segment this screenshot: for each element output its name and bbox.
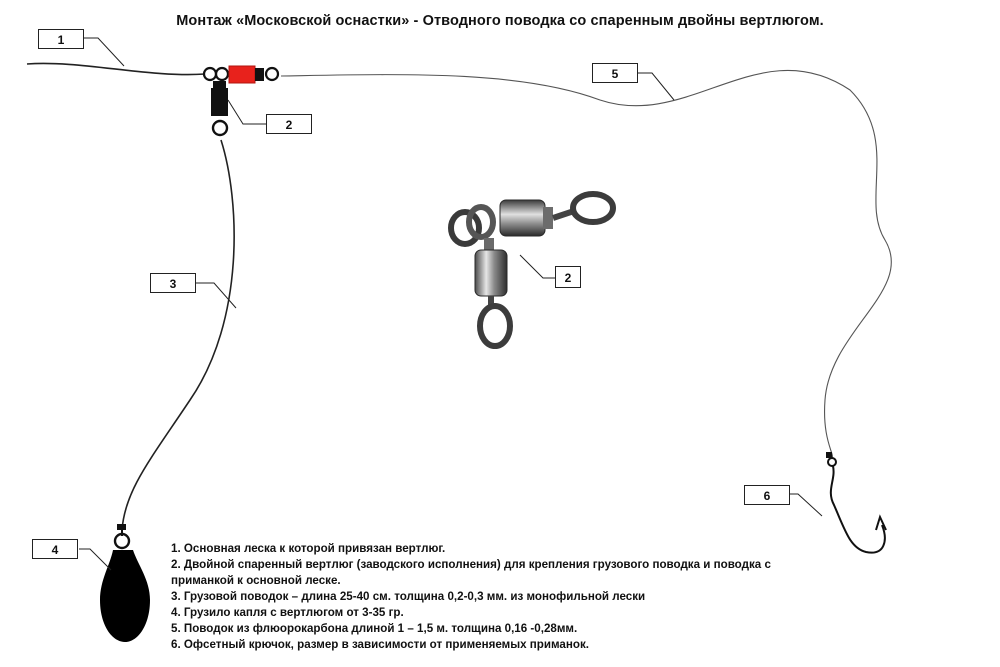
callout-5: 5 — [592, 63, 638, 83]
legend-item-6: 6. Офсетный крючок, размер в зависимости от применяемых приманок. — [171, 638, 589, 651]
leader-line — [281, 70, 891, 458]
callout-1: 1 — [38, 29, 84, 49]
weight-leader — [122, 140, 234, 530]
callout-4: 4 — [32, 539, 78, 559]
callout-6: 6 — [744, 485, 790, 505]
callout-2-swivel: 2 — [266, 114, 312, 134]
legend — [171, 541, 891, 653]
diagram-title: Монтаж «Московской оснастки» - Отводного поводка со спаренным двойны вертлюгом. — [176, 13, 824, 29]
legend-item-5: 5. Поводок из флюорокарбона длиной 1 – 1,5 м. толщина 0,16 -0,28мм. — [171, 622, 578, 635]
callout-2-photo: 2 — [555, 266, 581, 288]
callout-lines — [79, 38, 822, 570]
double-swivel-photo — [451, 194, 613, 346]
main-line — [27, 63, 205, 74]
callout-3: 3 — [150, 273, 196, 293]
legend-item-3: 3. Грузовой поводок – длина 25-40 см. толщина 0,2-0,3 мм. из монофильной лески — [171, 590, 646, 603]
legend-item-4: 4. Грузило капля с вертлюгом от 3-35 гр. — [171, 606, 404, 619]
legend-item-1: 1. Основная леска к которой привязан вертлюг. — [171, 542, 446, 555]
drop-sinker — [100, 524, 150, 642]
legend-item-2-continued: приманкой к основной леске. — [171, 574, 341, 587]
legend-item-2: 2. Двойной спаренный вертлюг (заводского исполнения) для крепления грузового поводка и поводка с — [171, 558, 771, 571]
offset-hook — [826, 452, 886, 553]
